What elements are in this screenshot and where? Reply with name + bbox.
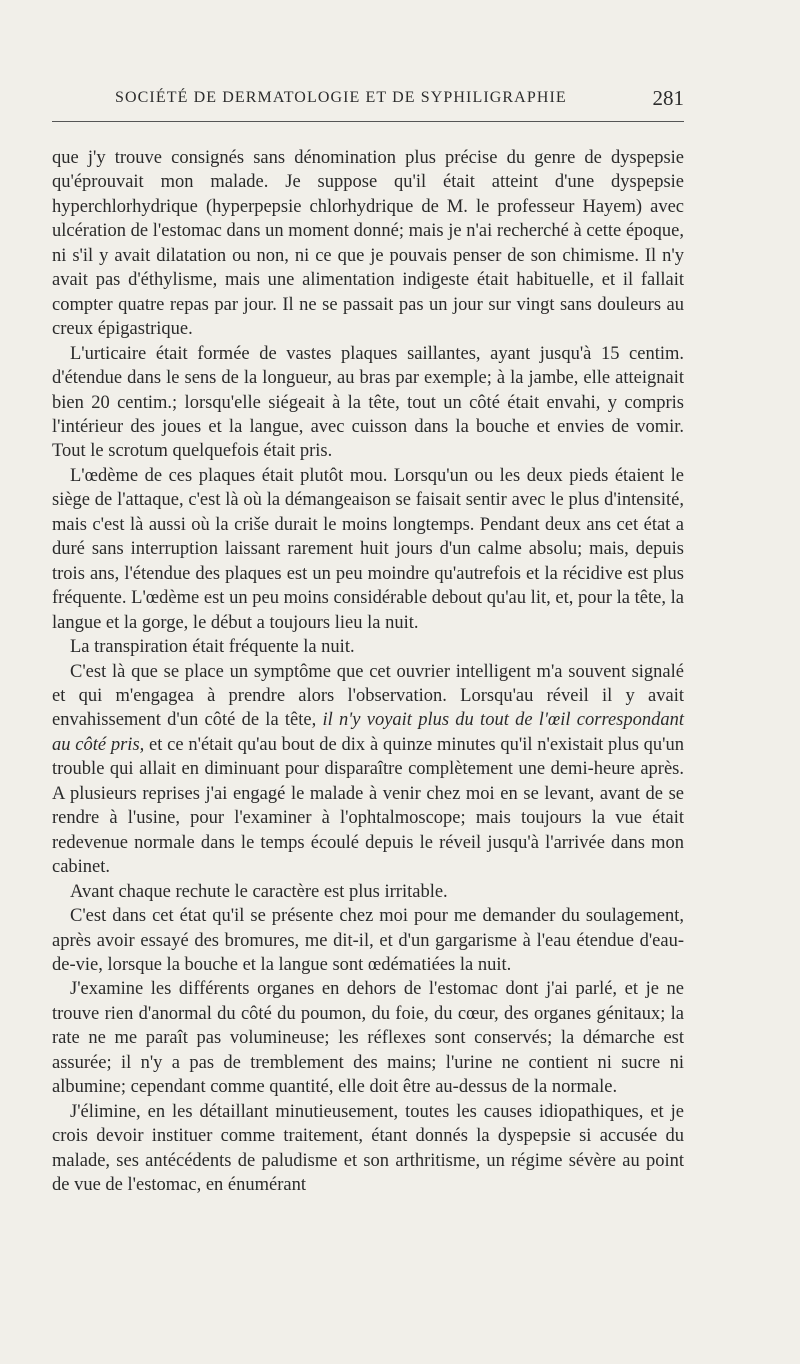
paragraph: La transpiration était fréquente la nuit. [70, 637, 355, 658]
paragraph: L'œdème de ces plaques était plutôt mou. Lorsqu'un ou les deux pieds étaient le siège de l'attaque, c'est là où la démangeaison se faisait sentir avec le plus d'intensité, mais c'est là aussi où la criše durait le moins longtemps. Pendant deux ans cet état a duré sans interruption laissant rarement huit jours d'un calme absolu; mais, depuis trois ans, l'étendue des plaques est un peu moindre qu'autrefois et la récidive est plus fréquente. L'œdème est un peu moins considérable debout qu'au lit, et, pour la tête, la langue et la gorge, le début a toujours lieu la nuit. [52, 465, 684, 633]
paragraph-text: C'est là que se place un symptôme que cet ouvrier intelligent m'a souvent signalé et qui m'engagea à prendre alors l'observation. Lorsqu'au réveil il y avait envahissement d'un côté de la tête, [52, 661, 684, 731]
page-number: 281 [652, 86, 684, 110]
paragraph: C'est dans cet état qu'il se présente chez moi pour me demander du soulagement, après avoir essayé des bromures, me dit-il, et d'un gargarisme à l'eau étendue d'eau-de-vie, lorsque la bouche et la langue sont œdématiées la nuit. [52, 906, 684, 975]
paragraph [52, 660, 684, 880]
running-title: SOCIÉTÉ DE DERMATOLOGIE ET DE SYPHILIGRAPHIE [115, 89, 567, 106]
paragraph-text: et ce n'était qu'au bout de dix à quinze minutes qu'il n'existait plus qu'un trouble qui allait en diminuant pour disparaître complètement une demi-heure après. A plusieurs reprises j'ai engagé le malade à venir chez moi en se levant, avant de se rendre à l'usine, pour l'examiner à l'ophtalmoscope; mais toujours la vue était redevenue normale dans le temps écoulé depuis le réveil jusqu'à l'arrivée dans mon cabinet. [52, 734, 684, 878]
paragraph: J'élimine, en les détaillant minutieusement, toutes les causes idiopathiques, et je crois devoir instituer comme traitement, étant donnés la dyspepsie si accusée du malade, ses antécédents de paludisme et son arthritisme, un régime sévère au point de vue de l'estomac, en énumérant [52, 1101, 684, 1196]
paragraph: J'examine les différents organes en dehors de l'estomac dont j'ai parlé, et je ne trouve rien d'anormal du côté du poumon, du foie, du cœur, des organes génitaux; la rate ne me paraît pas volumineuse; les réflexes sont conservés; la démarche est assurée; il n'y a pas de tremblement des mains; l'urine ne contient ni sucre ni albumine; cependant comme quantité, elle doit être au-dessus de la normale. [52, 979, 684, 1098]
body-text [52, 146, 684, 1197]
italic-phrase: il n'y voyait plus du tout de l'œil correspondant au côté pris, [52, 710, 685, 755]
running-head [52, 86, 684, 116]
paragraph: Avant chaque rechute le caractère est plus irritable. [70, 881, 448, 902]
paragraph: L'urticaire était formée de vastes plaques saillantes, ayant jusqu'à 15 centim. d'étendue dans le sens de la longueur, au bras par exemple; à la jambe, elle atteignait bien 20 centim.; lorsqu'elle siégeait à la tête, tout un côté était envahi, y compris l'intérieur des joues et la langue, avec cuisson dans la bouche et envies de vomir. Tout le scrotum quelquefois était pris. [52, 343, 684, 462]
header-rule [52, 121, 684, 122]
paragraph: que j'y trouve consignés sans dénomination plus précise du genre de dyspepsie qu'éprouvait mon malade. Je suppose qu'il était atteint d'une dyspepsie hyperchlorhydrique (hyperpepsie chlorhydrique de M. le professeur Hayem) avec ulcération de l'estomac dans un moment donné; mais je n'ai recherché à cette époque, ni s'il y avait dilatation ou non, ni ce que je pouvais penser de son chimisme. Il n'y avait pas d'éthylisme, mais une alimentation indigeste était habituelle, et il fallait compter quatre repas par jour. Il ne se passait pas un jour sur vingt sans douleurs au creux épigastrique. [52, 148, 684, 340]
